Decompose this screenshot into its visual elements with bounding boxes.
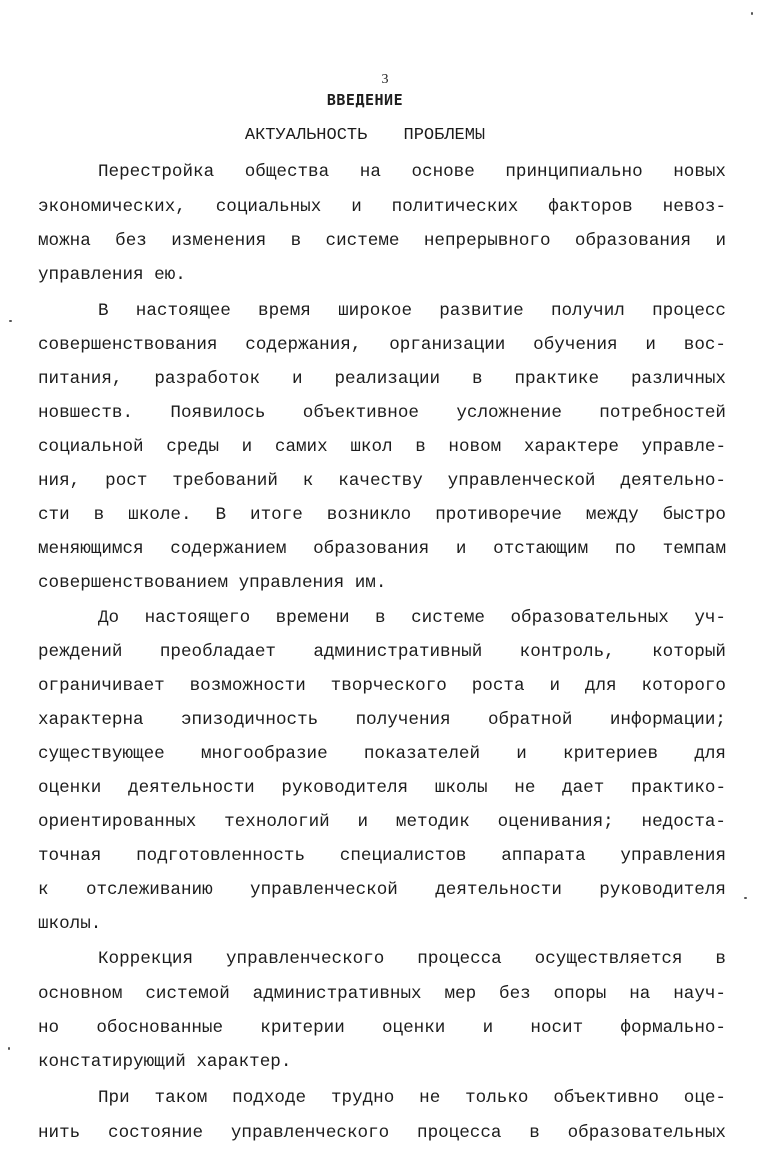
text-line: оценки деятельности руководителя школы не дает практико- (38, 778, 726, 798)
text-line: совершенствованием управления им. (38, 573, 387, 593)
scan-speck (9, 320, 12, 322)
text-line: характерна эпизодичность получения обратной информации; (38, 710, 726, 730)
text-line: школы. (38, 914, 102, 934)
scan-speck (8, 1047, 10, 1050)
text-line: ориентированных технологий и методик оценивания; недоста- (38, 812, 726, 832)
section-heading: ВВЕДЕНИЕ (326, 91, 404, 109)
section-subheading: АКТУАЛЬНОСТЬ ПРОБЛЕМЫ (244, 126, 486, 145)
text-line: Коррекция управленческого процесса осуществляется в (98, 949, 726, 969)
text-line: существующее многообразие показателей и критериев для (38, 744, 726, 764)
text-line: нить состояние управленческого процесса в образовательных (38, 1123, 726, 1143)
text-line: питания, разработок и реализации в практике различных (38, 369, 726, 389)
text-line: новшеств. Появилось объективное усложнение потребностей (38, 403, 726, 423)
text-line: точная подготовленность специалистов аппарата управления (38, 846, 726, 866)
text-line: сти в школе. В итоге возникло противоречие между быстро (38, 505, 726, 525)
text-line: совершенствования содержания, организации обучения и вос- (38, 335, 726, 355)
text-line: констатирующий характер. (38, 1052, 292, 1072)
text-line: экономических, социальных и политических факторов невоз- (38, 197, 726, 217)
text-line: Перестройка общества на основе принципиально новых (98, 162, 726, 182)
text-line: ограничивает возможности творческого роста и для которого (38, 676, 726, 696)
text-line: управления ею. (38, 265, 186, 285)
text-line: основном системой административных мер без опоры на науч- (38, 984, 726, 1004)
text-line: меняющимся содержанием образования и отстающим по темпам (38, 539, 726, 559)
text-line: ния, рост требований к качеству управленческой деятельно- (38, 471, 726, 491)
scan-speck (751, 12, 753, 15)
text-line: социальной среды и самих школ в новом характере управле- (38, 437, 726, 457)
text-line: В настоящее время широкое развитие получил процесс (98, 301, 726, 321)
text-line: До настоящего времени в системе образовательных уч- (98, 608, 726, 628)
text-line: реждений преобладает административный контроль, который (38, 642, 726, 662)
scan-speck (744, 897, 747, 899)
text-line: но обоснованные критерии оценки и носит формально- (38, 1018, 726, 1038)
page-number: 3 (381, 72, 389, 87)
text-line: При таком подходе трудно не только объективно оце- (98, 1088, 726, 1108)
text-line: можна без изменения в системе непрерывного образования и (38, 231, 726, 251)
text-line: к отслеживанию управленческой деятельности руководителя (38, 880, 726, 900)
